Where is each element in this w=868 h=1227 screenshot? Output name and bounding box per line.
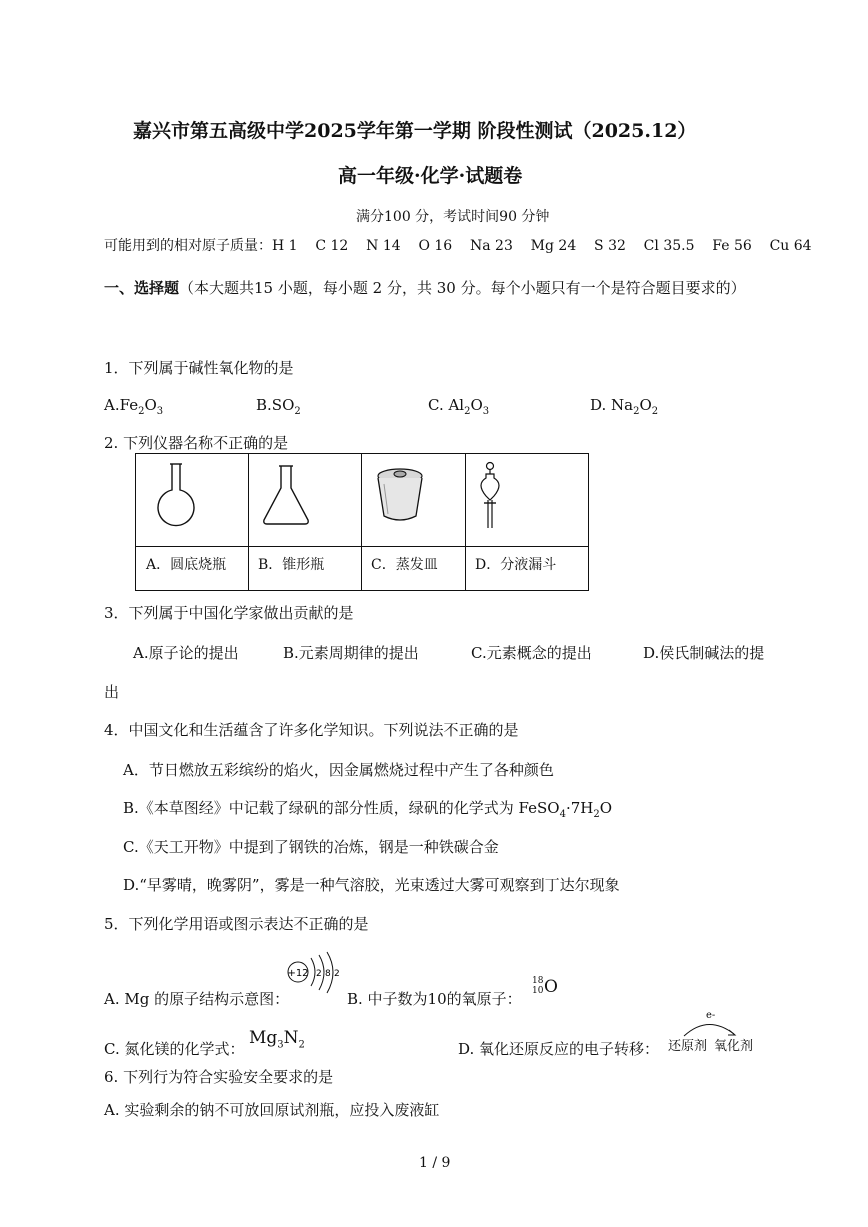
oxygen-symbol: O [544, 977, 558, 997]
q5-stem: 5．下列化学用语或图示表达不正确的是 [104, 915, 369, 933]
apparatus-label-b: B．锥形瓶 [258, 557, 325, 573]
conical-flask-icon [256, 460, 316, 540]
magnesium-nitride-formula: $Mg_3N_2$ [249, 1028, 305, 1051]
q4-option-b: B.《本草图经》中记载了绿矾的部分性质，绿矾的化学式为 $FeSO_4\cdot 7H_2O$ [123, 799, 613, 820]
q5-option-b: B. 中子数为10的氧原子： [347, 990, 522, 1008]
q1-option-d: D. $Na_2O_2$ [590, 396, 659, 417]
q2-stem: 2. 下列仪器名称不正确的是 [104, 434, 289, 452]
q6-stem: 6. 下列行为符合实验安全要求的是 [104, 1068, 334, 1086]
mg-atom-structure-diagram [286, 950, 346, 1000]
oxygen-atomic-number: 10 [532, 986, 544, 996]
exam-title: 嘉兴市第五高级中学2025学年第一学期 阶段性测试（2025.12） [133, 120, 697, 142]
mg-nucleus-charge: +12 [287, 968, 309, 979]
q4-option-c: C.《天工开物》中提到了钢铁的冶炼，钢是一种铁碳合金 [123, 838, 499, 856]
q1-option-c: C. $Al_2O_3$ [428, 396, 490, 417]
oxygen-nuclide-numbers [532, 976, 543, 996]
apparatus-label-d: D．分液漏斗 [475, 557, 557, 573]
q1-option-b: $B.SO_2$ [256, 396, 301, 417]
round-bottom-flask-icon [144, 460, 204, 540]
reducing-agent-label: 还原剂 [668, 1039, 708, 1054]
q3-option-a: A.原子论的提出 [133, 644, 239, 662]
separatory-funnel-icon [472, 456, 522, 542]
q3-stem: 3．下列属于中国化学家做出贡献的是 [104, 604, 354, 622]
mg-shell-3-count: 2 [334, 969, 340, 979]
mg-shell-1-count: 2 [316, 969, 322, 979]
q1-option-a: $A.Fe_2O_3$ [104, 396, 164, 417]
apparatus-label-a: A．圆底烧瓶 [146, 557, 227, 573]
crucible-icon [370, 464, 430, 534]
oxidizing-agent-label: 氧化剂 [714, 1039, 754, 1054]
apparatus-label-c: C．蒸发皿 [371, 557, 438, 573]
q1-stem: 1．下列属于碱性氧化物的是 [104, 359, 294, 377]
electron-label: e- [706, 1010, 716, 1021]
q5-option-d: D. 氧化还原反应的电子转移： [458, 1040, 660, 1058]
q3-option-d-continued: 出 [104, 683, 120, 701]
q4-option-a: A．节日燃放五彩缤纷的焰火，因金属燃烧过程中产生了各种颜色 [123, 761, 554, 779]
q3-option-b: B.元素周期律的提出 [283, 644, 419, 662]
apparatus-table [135, 453, 589, 591]
score-time: 满分100 分，考试时间90 分钟 [356, 209, 550, 225]
oxygen-mass-number: 18 [532, 976, 544, 986]
q4-stem: 4．中国文化和生活蕴含了许多化学知识。下列说法不正确的是 [104, 721, 519, 739]
section-heading: 一、选择题（本大题共15 小题，每小题 2 分，共 30 分。每个小题只有一个是符合题目要求的） [104, 279, 746, 297]
q3-option-c: C.元素概念的提出 [471, 644, 592, 662]
q6-option-a: A. 实验剩余的钠不可放回原试剂瓶，应投入废液缸 [104, 1101, 440, 1119]
page-number: 1 / 9 [419, 1155, 451, 1171]
mg-shell-2-count: 8 [325, 969, 331, 979]
q3-option-d: D.侯氏制碱法的提 [643, 644, 765, 662]
exam-subtitle: 高一年级·化学·试题卷 [338, 165, 523, 187]
atomic-masses: 可能用到的相对原子质量：H 1 C 12 N 14 O 16 Na 23 Mg 24 S 32 Cl 35.5 Fe 56 Cu 64 [104, 238, 812, 254]
q5-option-c: C. 氮化镁的化学式： [104, 1040, 245, 1058]
q5-option-a: A. Mg 的原子结构示意图： [104, 990, 290, 1008]
q4-option-d: D.“早雾晴，晚雾阴”，雾是一种气溶胶，光束透过大雾可观察到丁达尔现象 [123, 876, 620, 894]
